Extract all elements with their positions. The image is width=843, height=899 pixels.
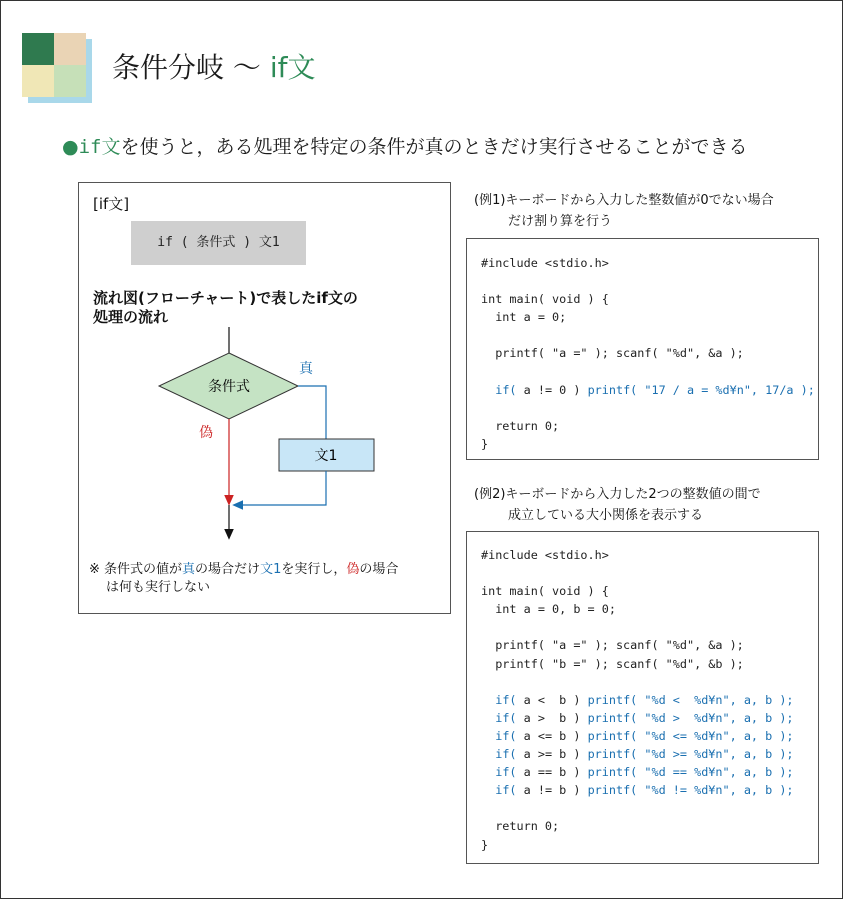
code-call: printf( "%d >= %d¥n", a, b ); bbox=[580, 747, 794, 762]
code-line: } bbox=[481, 837, 489, 852]
code-call: printf( "%d <= %d¥n", a, b ); bbox=[580, 728, 794, 743]
example1-heading-line2: だけ割り算を行う bbox=[508, 214, 613, 229]
code-token bbox=[481, 747, 495, 761]
code-token: ) bbox=[573, 710, 581, 725]
code-token bbox=[481, 783, 495, 797]
code-token: ) bbox=[573, 783, 581, 798]
note-true: 真 bbox=[182, 562, 196, 577]
code-token bbox=[481, 383, 495, 397]
code-token bbox=[481, 693, 495, 707]
code-keyword bbox=[481, 783, 580, 797]
code-call: printf( "%d < %d¥n", a, b ); bbox=[580, 692, 794, 707]
example1-heading bbox=[474, 190, 774, 232]
code-token: if( bbox=[495, 765, 517, 780]
code-keyword bbox=[481, 383, 580, 397]
code-line bbox=[481, 763, 794, 781]
code-token: a == b bbox=[516, 765, 574, 780]
code-token: a != 0 bbox=[516, 382, 574, 397]
logo-square-3 bbox=[22, 65, 54, 97]
code-token: if( bbox=[495, 783, 517, 798]
logo-square-2 bbox=[54, 33, 86, 65]
logo-square-1 bbox=[22, 33, 54, 65]
code-line bbox=[481, 745, 794, 763]
code-token: a != b bbox=[516, 783, 574, 798]
code-line: printf( "b =" ); scanf( "%d", &b ); bbox=[481, 656, 744, 671]
code-line bbox=[481, 381, 815, 399]
code-token: a >= b bbox=[516, 747, 574, 762]
code-token bbox=[481, 711, 495, 725]
code-call: printf( "%d != %d¥n", a, b ); bbox=[580, 783, 794, 798]
code-line: return 0; bbox=[481, 418, 560, 433]
note-text bbox=[89, 561, 444, 597]
code-keyword bbox=[481, 711, 580, 725]
subtitle bbox=[62, 132, 748, 159]
code-token: if( bbox=[495, 382, 517, 397]
title-logo bbox=[22, 33, 92, 103]
code-line: int main( void ) { bbox=[481, 292, 609, 307]
code-token: ) bbox=[573, 747, 581, 762]
condition-label: 条件式 bbox=[208, 379, 250, 395]
note-m3: の場合 bbox=[359, 562, 399, 577]
example1-heading-line1: (例1)キーボードから入力した整数値が0でない場合 bbox=[474, 193, 774, 208]
flowchart-diagram bbox=[79, 183, 450, 613]
code-call: printf( "%d > %d¥n", a, b ); bbox=[580, 710, 794, 725]
logo-square-4 bbox=[54, 65, 86, 97]
code-line bbox=[481, 399, 815, 417]
code-token: ) bbox=[573, 765, 581, 780]
code-token: if( bbox=[495, 710, 517, 725]
code-line: return 0; bbox=[481, 819, 560, 834]
code-line: int a = 0, b = 0; bbox=[481, 602, 616, 617]
example2-code bbox=[481, 546, 794, 854]
code-line: printf( "a =" ); scanf( "%d", &a ); bbox=[481, 638, 744, 653]
code-keyword bbox=[481, 729, 580, 743]
example1-codebox bbox=[466, 238, 819, 460]
subtitle-keyword: if文 bbox=[78, 136, 121, 158]
code-call: printf( "17 / a = %d¥n", 17/a ); bbox=[580, 382, 815, 397]
title-main: 条件分岐 〜 bbox=[112, 51, 270, 84]
code-line: int a = 0; bbox=[481, 310, 567, 325]
code-token bbox=[481, 729, 495, 743]
code-keyword bbox=[481, 765, 580, 779]
flowchart-heading-line2: 処理の流れ bbox=[93, 308, 169, 326]
code-keyword bbox=[481, 693, 580, 707]
code-token: a < b bbox=[516, 692, 574, 707]
example1-code bbox=[481, 254, 815, 453]
code-line: #include <stdio.h> bbox=[481, 548, 609, 562]
code-token: ) bbox=[573, 728, 581, 743]
code-line bbox=[481, 709, 794, 727]
statement-label: 文1 bbox=[314, 448, 338, 464]
example2-codebox bbox=[466, 531, 819, 864]
code-line bbox=[481, 691, 794, 709]
subtitle-text: を使うと，ある処理を特定の条件が真のときだけ実行させることができる bbox=[120, 136, 748, 158]
code-token: if( bbox=[495, 692, 517, 707]
example2-heading-line1: (例2)キーボードから入力した2つの整数値の間で bbox=[474, 487, 761, 502]
code-line bbox=[481, 673, 794, 691]
code-line bbox=[481, 799, 794, 817]
title-keyword: if文 bbox=[269, 51, 316, 84]
example2-heading-line2: 成立している大小関係を表示する bbox=[508, 508, 704, 523]
code-call: printf( "%d == %d¥n", a, b ); bbox=[580, 765, 794, 780]
note-mark: ※ 条件式の値が bbox=[89, 562, 183, 577]
note-statement: 文1 bbox=[260, 562, 282, 577]
code-line bbox=[481, 564, 794, 582]
code-token bbox=[481, 765, 495, 779]
code-line: #include <stdio.h> bbox=[481, 256, 609, 270]
note-false: 偽 bbox=[346, 562, 360, 577]
code-token: if( bbox=[495, 728, 517, 743]
code-line bbox=[481, 363, 815, 381]
code-line bbox=[481, 272, 815, 290]
code-token: if( bbox=[495, 747, 517, 762]
code-token: a > b bbox=[516, 710, 574, 725]
code-line bbox=[481, 326, 815, 344]
code-token: ) bbox=[573, 692, 581, 707]
page-title bbox=[112, 46, 315, 86]
note-m1: の場合だけ bbox=[195, 562, 261, 577]
syntax-panel bbox=[78, 182, 451, 614]
note-line2: は何も実行しない bbox=[106, 580, 211, 595]
code-line: printf( "a =" ); scanf( "%d", &a ); bbox=[481, 346, 744, 361]
syntax-header: [if文] bbox=[93, 195, 130, 213]
true-branch-line bbox=[298, 386, 326, 439]
flowchart-heading-line1: 流れ図(フローチャート)で表したif文の bbox=[93, 289, 358, 307]
note-m2: を実行し， bbox=[281, 562, 347, 577]
code-token: ) bbox=[573, 382, 581, 397]
syntax-code: if ( 条件式 ) 文1 bbox=[131, 221, 306, 265]
code-line: int main( void ) { bbox=[481, 584, 609, 599]
example2-heading bbox=[474, 484, 761, 526]
false-label: 偽 bbox=[199, 425, 213, 441]
code-token: a <= b bbox=[516, 728, 574, 743]
code-keyword bbox=[481, 747, 580, 761]
true-label: 真 bbox=[299, 361, 313, 377]
true-return-line bbox=[237, 471, 326, 505]
code-line bbox=[481, 781, 794, 799]
code-line bbox=[481, 727, 794, 745]
bullet-icon: ● bbox=[62, 136, 79, 158]
code-line: } bbox=[481, 436, 489, 451]
code-line bbox=[481, 618, 794, 636]
